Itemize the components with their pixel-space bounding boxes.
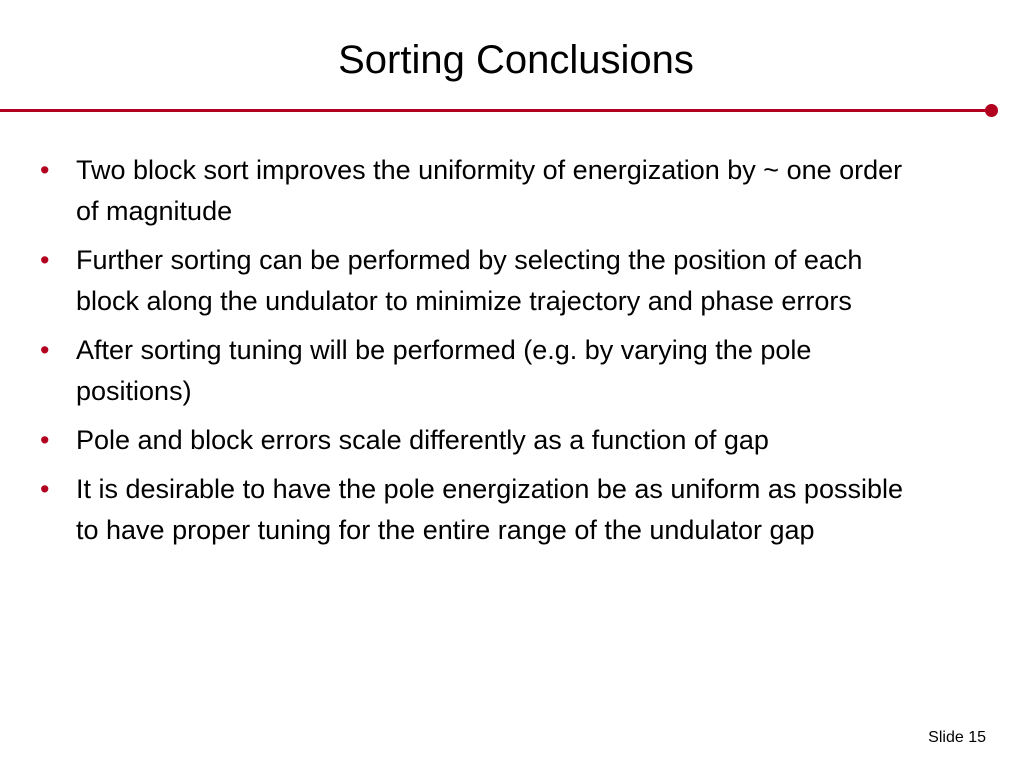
title-divider-line <box>0 109 990 112</box>
bullet-marker: • <box>40 155 50 185</box>
bullet-item <box>40 240 910 322</box>
bullet-text: Further sorting can be performed by selecting the position of each block along the undulator to minimize trajectory and phase errors <box>76 245 863 316</box>
bullet-item <box>40 420 910 461</box>
slide-number: Slide 15 <box>928 729 986 746</box>
bullet-text: It is desirable to have the pole energization be as uniform as possible to have proper tuning for the entire range of the undulator gap <box>76 474 903 545</box>
bullet-marker: • <box>40 425 50 455</box>
bullet-item <box>40 150 910 232</box>
bullet-text: After sorting tuning will be performed (e.g. by varying the pole positions) <box>76 335 812 406</box>
bullet-marker: • <box>40 245 50 275</box>
slide-title: Sorting Conclusions <box>338 38 694 82</box>
bullet-marker: • <box>40 335 50 365</box>
bullet-text: Pole and block errors scale differently as a function of gap <box>76 425 769 455</box>
bullet-text: Two block sort improves the uniformity of energization by ~ one order of magnitude <box>76 155 903 226</box>
bullet-item <box>40 469 910 551</box>
title-divider-endpoint <box>985 104 998 117</box>
bullet-item <box>40 330 910 412</box>
bullet-list <box>40 150 910 559</box>
bullet-marker: • <box>40 474 50 504</box>
